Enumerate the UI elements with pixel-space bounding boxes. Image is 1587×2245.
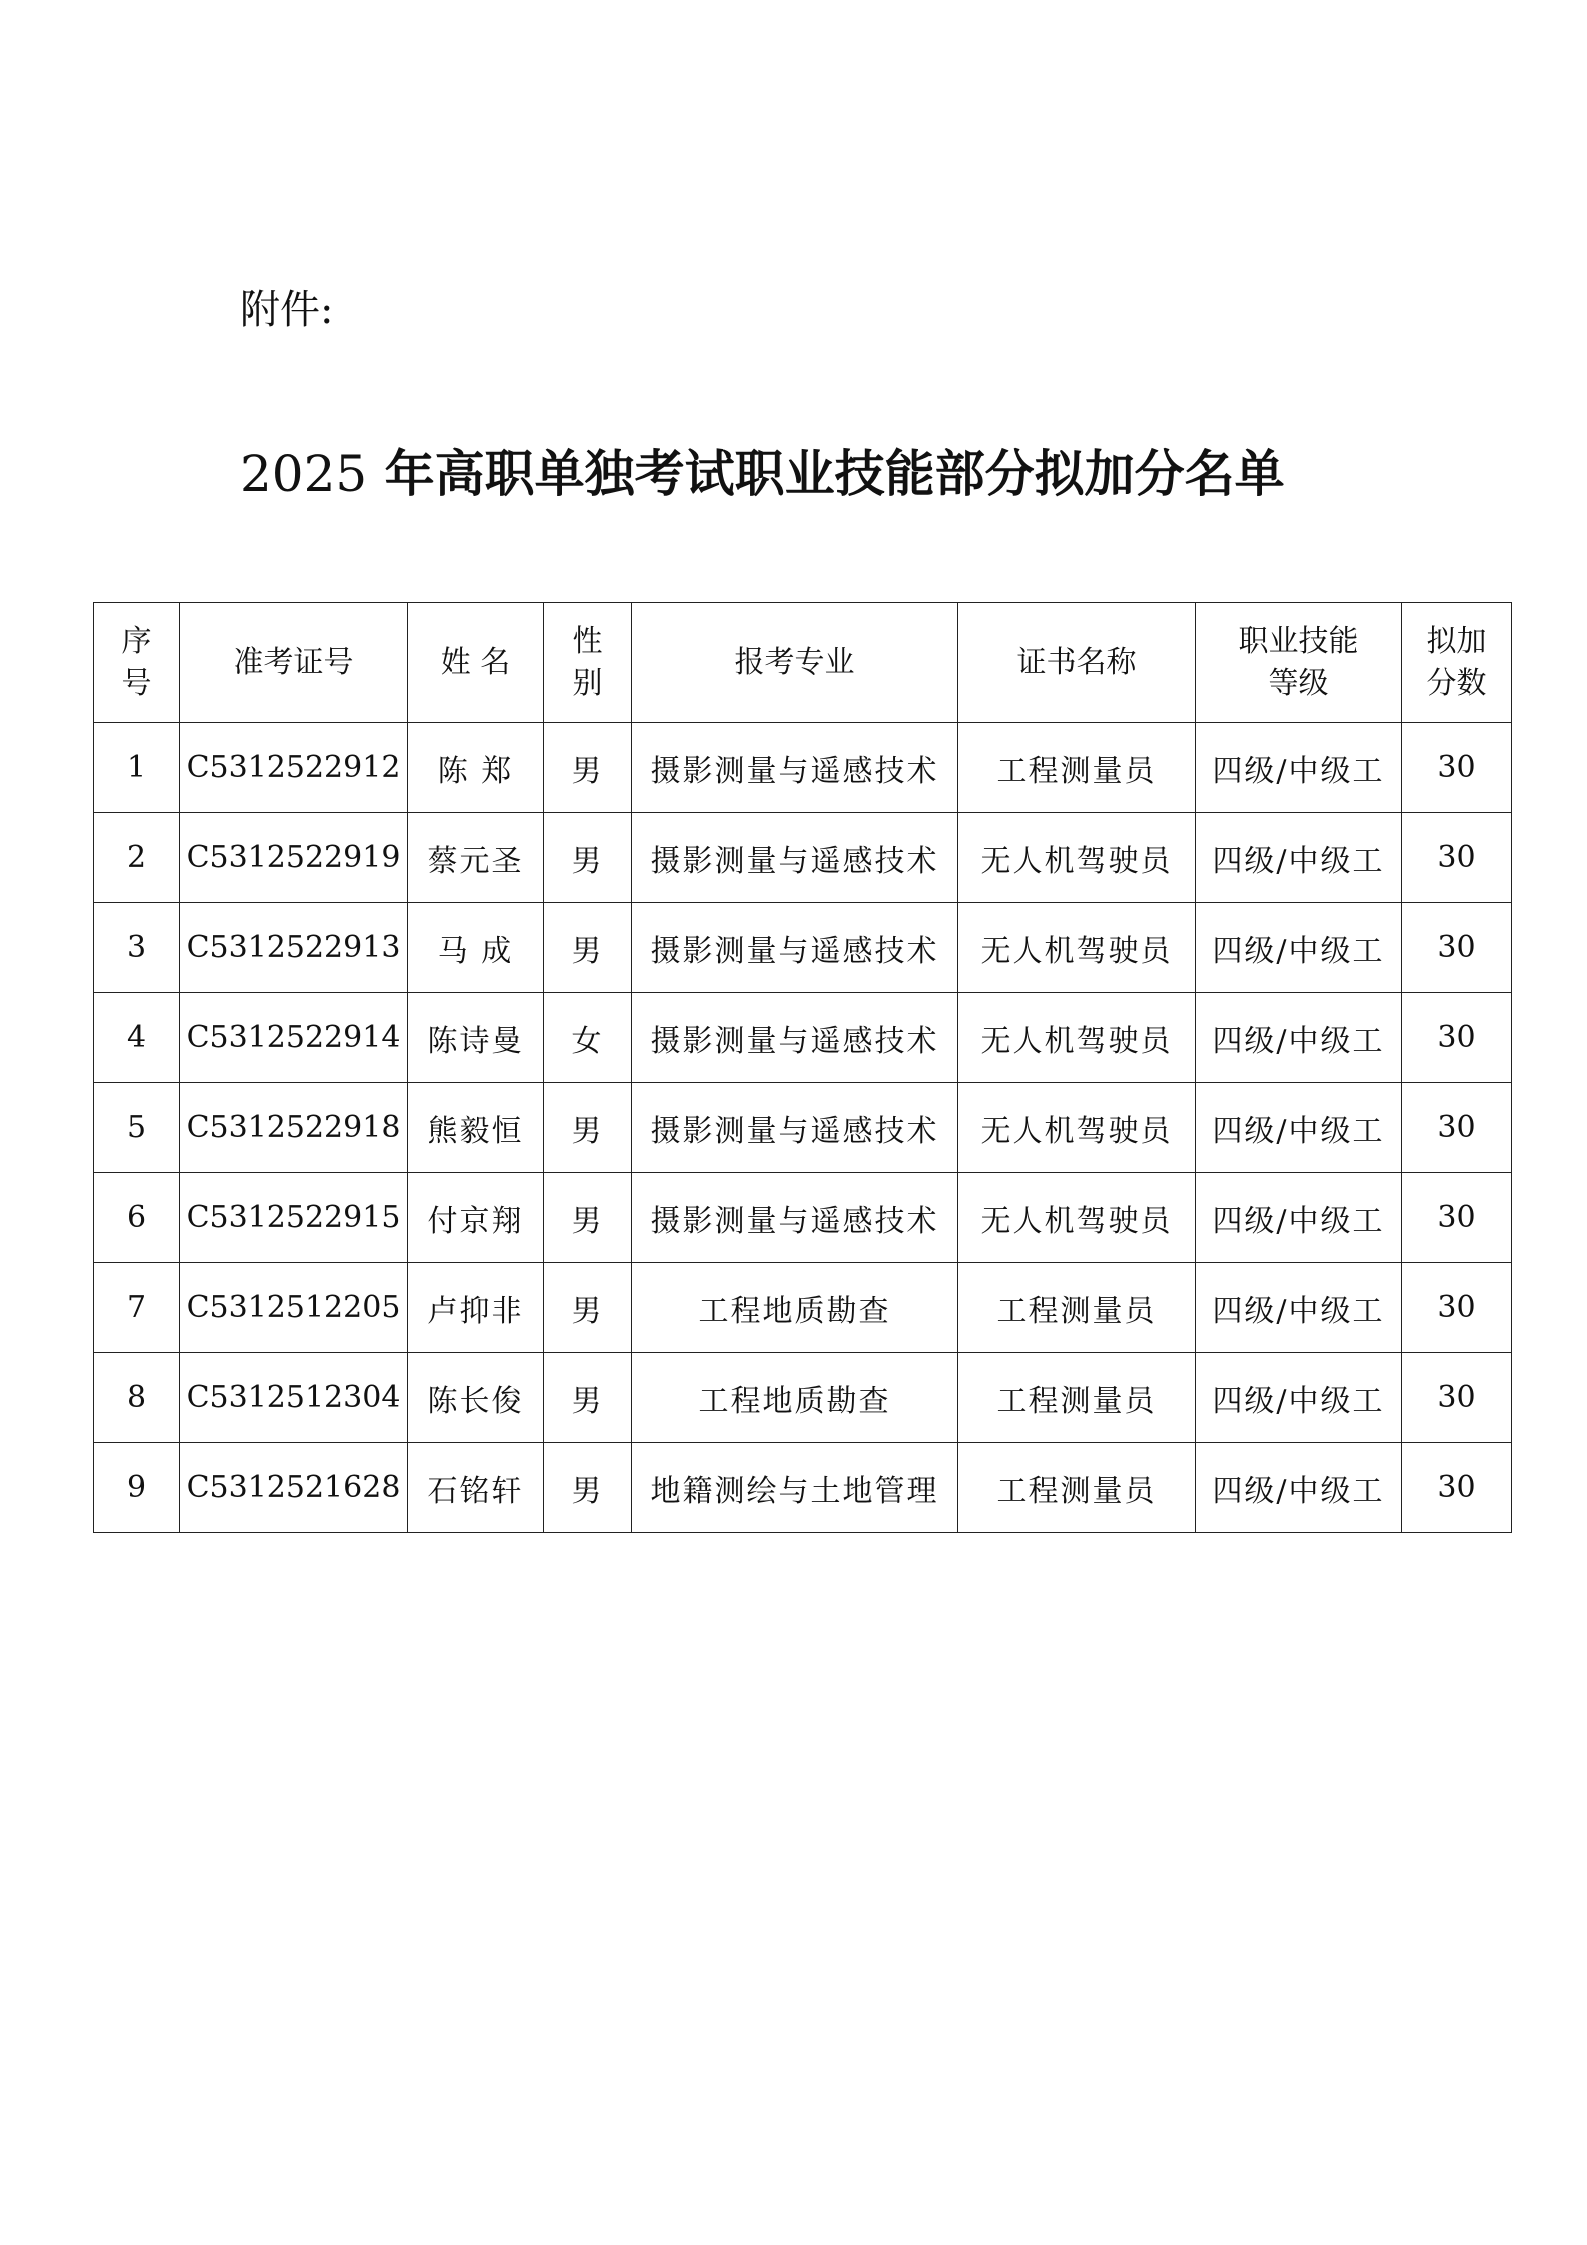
cell-exam-no: C5312522918 xyxy=(180,1083,408,1173)
table-row xyxy=(94,903,1512,993)
cell-major: 摄影测量与遥感技术 xyxy=(632,903,958,993)
cell-name: 马 成 xyxy=(408,903,544,993)
cell-points: 30 xyxy=(1402,1443,1512,1533)
cell-exam-no: C5312512205 xyxy=(180,1263,408,1353)
table-row xyxy=(94,1353,1512,1443)
cell-points: 30 xyxy=(1402,1353,1512,1443)
cell-certificate: 无人机驾驶员 xyxy=(958,1173,1196,1263)
table-row xyxy=(94,723,1512,813)
cell-seq: 6 xyxy=(94,1173,180,1263)
cell-exam-no: C5312522919 xyxy=(180,813,408,903)
cell-major: 工程地质勘查 xyxy=(632,1263,958,1353)
cell-level: 四级/中级工 xyxy=(1196,723,1402,813)
cell-seq: 9 xyxy=(94,1443,180,1533)
table-row xyxy=(94,993,1512,1083)
cell-name: 卢抑非 xyxy=(408,1263,544,1353)
cell-major: 摄影测量与遥感技术 xyxy=(632,813,958,903)
cell-gender: 男 xyxy=(544,1263,632,1353)
cell-exam-no: C5312512304 xyxy=(180,1353,408,1443)
header-exam-no: 准考证号 xyxy=(180,603,408,723)
cell-name: 付京翔 xyxy=(408,1173,544,1263)
cell-gender: 男 xyxy=(544,1443,632,1533)
cell-seq: 5 xyxy=(94,1083,180,1173)
cell-major: 摄影测量与遥感技术 xyxy=(632,1083,958,1173)
cell-points: 30 xyxy=(1402,1083,1512,1173)
cell-points: 30 xyxy=(1402,993,1512,1083)
cell-level: 四级/中级工 xyxy=(1196,813,1402,903)
table-row xyxy=(94,813,1512,903)
cell-level: 四级/中级工 xyxy=(1196,1443,1402,1533)
table-row xyxy=(94,1173,1512,1263)
cell-level: 四级/中级工 xyxy=(1196,993,1402,1083)
header-points xyxy=(1402,603,1512,723)
cell-gender: 男 xyxy=(544,903,632,993)
table-header-row xyxy=(94,603,1512,723)
cell-points: 30 xyxy=(1402,1173,1512,1263)
cell-seq: 4 xyxy=(94,993,180,1083)
cell-certificate: 工程测量员 xyxy=(958,723,1196,813)
cell-name: 熊毅恒 xyxy=(408,1083,544,1173)
header-gender-line2: 别 xyxy=(572,665,603,701)
header-level-line2: 等级 xyxy=(1268,665,1329,701)
cell-certificate: 工程测量员 xyxy=(958,1443,1196,1533)
header-seq xyxy=(94,603,180,723)
cell-certificate: 工程测量员 xyxy=(958,1263,1196,1353)
cell-exam-no: C5312522914 xyxy=(180,993,408,1083)
header-major: 报考专业 xyxy=(632,603,958,723)
table-row xyxy=(94,1083,1512,1173)
cell-exam-no: C5312522913 xyxy=(180,903,408,993)
cell-major: 摄影测量与遥感技术 xyxy=(632,1173,958,1263)
header-name: 姓 名 xyxy=(408,603,544,723)
cell-certificate: 无人机驾驶员 xyxy=(958,1083,1196,1173)
cell-gender: 男 xyxy=(544,1173,632,1263)
header-points-line2: 分数 xyxy=(1426,665,1487,701)
document-title xyxy=(240,442,1285,506)
cell-name: 蔡元圣 xyxy=(408,813,544,903)
cell-gender: 男 xyxy=(544,1353,632,1443)
cell-exam-no: C5312522915 xyxy=(180,1173,408,1263)
cell-seq: 8 xyxy=(94,1353,180,1443)
cell-certificate: 无人机驾驶员 xyxy=(958,903,1196,993)
cell-exam-no: C5312521628 xyxy=(180,1443,408,1533)
cell-level: 四级/中级工 xyxy=(1196,1263,1402,1353)
cell-seq: 1 xyxy=(94,723,180,813)
header-gender-line1: 性 xyxy=(572,623,603,659)
table-row xyxy=(94,1263,1512,1353)
cell-points: 30 xyxy=(1402,903,1512,993)
bonus-list-table xyxy=(93,602,1512,1533)
cell-points: 30 xyxy=(1402,1263,1512,1353)
title-year: 2025 xyxy=(240,445,368,503)
cell-seq: 2 xyxy=(94,813,180,903)
cell-certificate: 无人机驾驶员 xyxy=(958,993,1196,1083)
cell-level: 四级/中级工 xyxy=(1196,1083,1402,1173)
cell-points: 30 xyxy=(1402,813,1512,903)
table-row xyxy=(94,1443,1512,1533)
cell-name: 陈长俊 xyxy=(408,1353,544,1443)
cell-name: 陈诗曼 xyxy=(408,993,544,1083)
cell-major: 工程地质勘查 xyxy=(632,1353,958,1443)
title-text: 年高职单独考试职业技能部分拟加分名单 xyxy=(384,444,1285,503)
cell-level: 四级/中级工 xyxy=(1196,1353,1402,1443)
cell-major: 摄影测量与遥感技术 xyxy=(632,723,958,813)
header-level-line1: 职业技能 xyxy=(1238,623,1359,659)
cell-level: 四级/中级工 xyxy=(1196,903,1402,993)
cell-certificate: 无人机驾驶员 xyxy=(958,813,1196,903)
cell-gender: 男 xyxy=(544,813,632,903)
header-points-line1: 拟加 xyxy=(1426,623,1487,659)
cell-level: 四级/中级工 xyxy=(1196,1173,1402,1263)
cell-certificate: 工程测量员 xyxy=(958,1353,1196,1443)
cell-name: 石铭轩 xyxy=(408,1443,544,1533)
cell-major: 摄影测量与遥感技术 xyxy=(632,993,958,1083)
header-seq-line1: 序 xyxy=(121,623,152,659)
attachment-label: 附件: xyxy=(240,287,334,333)
cell-points: 30 xyxy=(1402,723,1512,813)
cell-seq: 7 xyxy=(94,1263,180,1353)
cell-exam-no: C5312522912 xyxy=(180,723,408,813)
header-certificate: 证书名称 xyxy=(958,603,1196,723)
header-gender xyxy=(544,603,632,723)
cell-gender: 男 xyxy=(544,723,632,813)
cell-major: 地籍测绘与土地管理 xyxy=(632,1443,958,1533)
cell-name: 陈 郑 xyxy=(408,723,544,813)
cell-gender: 女 xyxy=(544,993,632,1083)
header-level xyxy=(1196,603,1402,723)
header-seq-line2: 号 xyxy=(121,665,152,701)
cell-gender: 男 xyxy=(544,1083,632,1173)
cell-seq: 3 xyxy=(94,903,180,993)
